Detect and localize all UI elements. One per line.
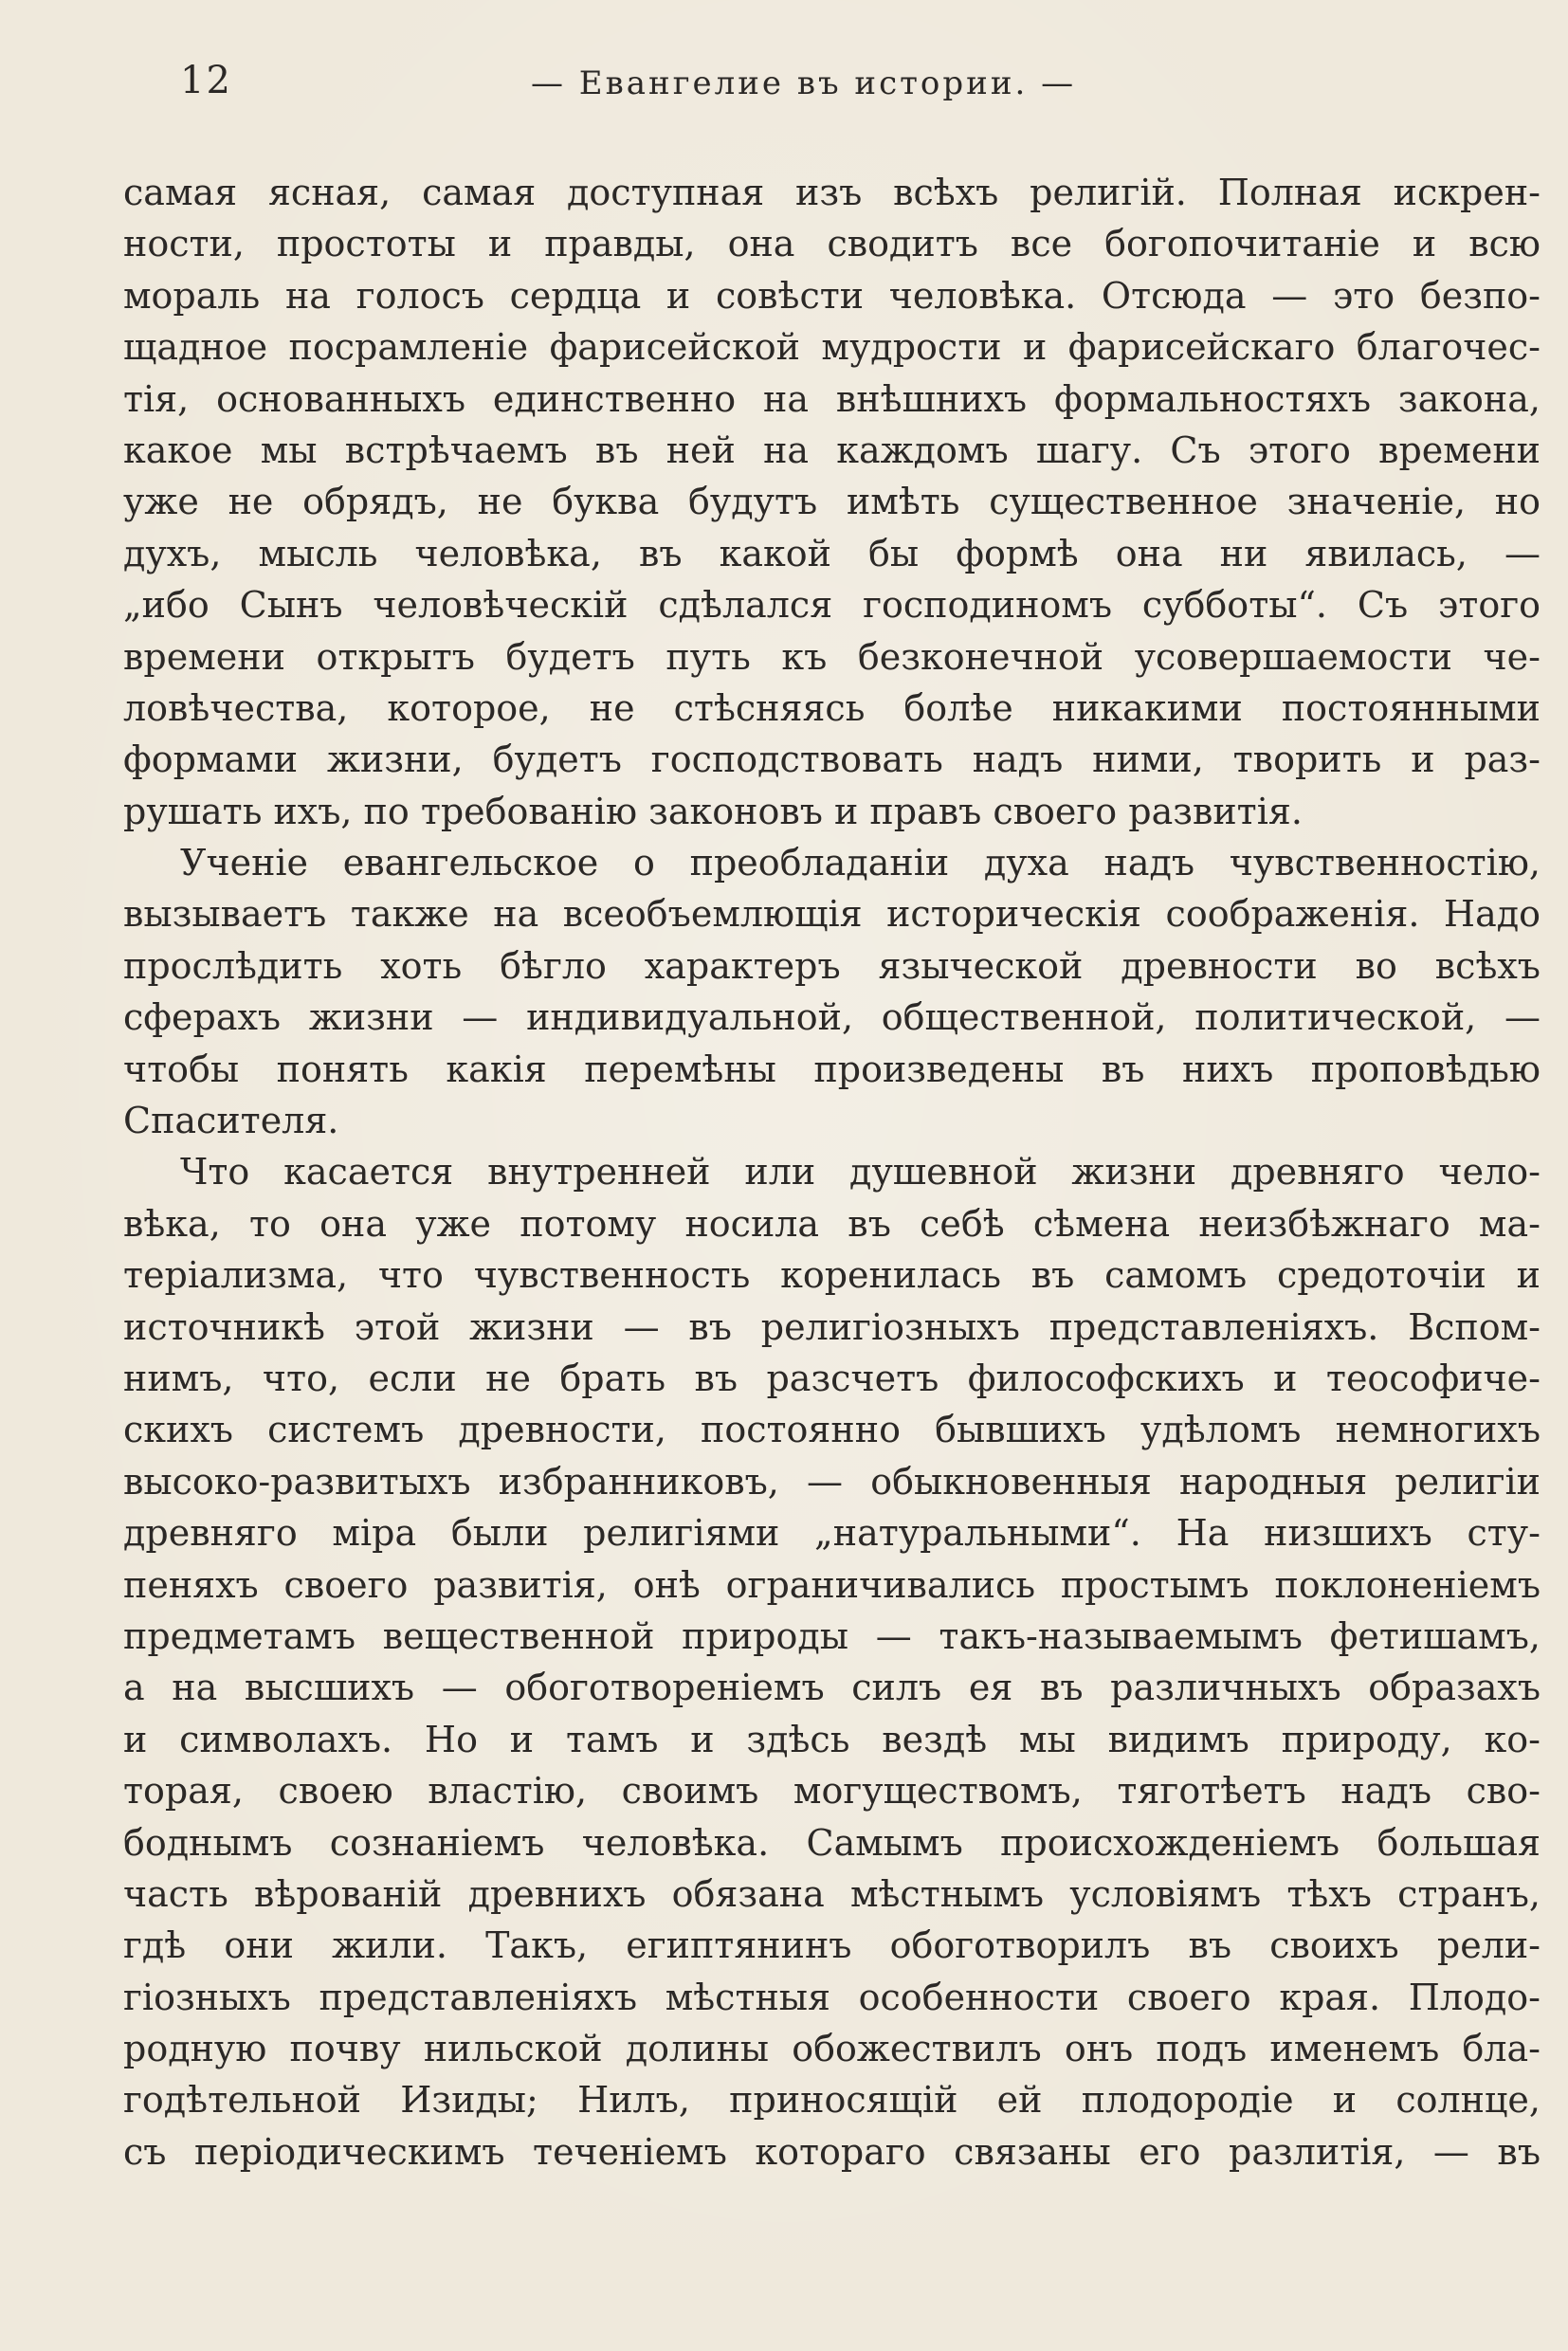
- text-line: „ибо Сынъ человѣческій сдѣлался господиномъ субботы“. Съ этого: [123, 584, 1541, 627]
- text-line: родную почву нильской долины обожествилъ онъ подъ именемъ бла-: [123, 2028, 1541, 2070]
- text-line: теріализма, что чувственность коренилась въ самомъ средоточіи и: [123, 1254, 1541, 1297]
- text-line: ловѣчества, которое, не стѣсняясь болѣе никакими постоянными: [123, 686, 1541, 729]
- text-line: торая, своею властію, своимъ могуществомъ, тяготѣетъ надъ сво-: [123, 1770, 1541, 1813]
- text-line: какое мы встрѣчаемъ въ ней на каждомъ шагу. Съ этого времени: [123, 428, 1541, 471]
- text-line: мораль на голосъ сердца и совѣсти человѣка. Отсюда — это безпо-: [123, 274, 1541, 317]
- text-line: гіозныхъ представленіяхъ мѣстныя особенности своего края. Плодо-: [123, 1976, 1541, 2018]
- text-line: и символахъ. Но и тамъ и здѣсь вездѣ мы видимъ природу, ко-: [123, 1718, 1541, 1760]
- text-line: боднымъ сознаніемъ человѣка. Самымъ происхожденіемъ большая: [123, 1821, 1541, 1864]
- text-line: годѣтельной Изиды; Нилъ, приносящій ей плодородіе и солнце,: [123, 2079, 1541, 2122]
- text-line: щадное посрамленіе фарисейской мудрости и фарисейскаго благочес-: [123, 326, 1541, 369]
- text-line: а на высшихъ — обоготвореніемъ силъ ея въ различныхъ образахъ: [123, 1667, 1541, 1709]
- text-line: самая ясная, самая доступная изъ всѣхъ религій. Полная искрен-: [123, 172, 1541, 213]
- text-line: гдѣ они жили. Такъ, египтянинъ обоготворилъ въ своихъ рели-: [123, 1924, 1541, 1967]
- text-line: времени открытъ будетъ путь къ безконечной усовершаемости че-: [123, 635, 1541, 678]
- running-title: — Евангелие въ истории. —: [531, 64, 1077, 102]
- text-line: Ученіе евангельское о преобладаніи духа надъ чувственностію,: [180, 842, 1541, 884]
- text-line: вѣка, то она уже потому носила въ себѣ сѣмена неизбѣжнаго ма-: [123, 1202, 1541, 1245]
- text-line: съ періодическимъ теченіемъ котораго связаны его разлитія, — въ: [123, 2130, 1541, 2173]
- text-line: часть вѣрованій древнихъ обязана мѣстнымъ условіямъ тѣхъ странъ,: [123, 1872, 1541, 1915]
- text-line: нимъ, что, если не брать въ разсчетъ философскихъ и теософиче-: [123, 1357, 1541, 1399]
- text-line: чтобы понять какія перемѣны произведены въ нихъ проповѣдью: [123, 1048, 1541, 1090]
- text-line: Что касается внутренней или душевной жизни древняго чело-: [180, 1151, 1541, 1194]
- text-line: Спасителя.: [123, 1100, 339, 1142]
- text-line: рушать ихъ, по требованію законовъ и правъ своего развитія.: [123, 790, 1303, 832]
- text-line: прослѣдить хоть бѣгло характеръ языческой древности во всѣхъ: [123, 944, 1541, 987]
- text-line: скихъ системъ древности, постоянно бывшихъ удѣломъ немногихъ: [123, 1409, 1541, 1451]
- text-line: высоко-развитыхъ избранниковъ, — обыкновенныя народныя религіи: [123, 1460, 1541, 1503]
- text-line: вызываетъ также на всеобъемлющія историческія соображенія. Надо: [123, 893, 1541, 936]
- body-text: [123, 167, 1541, 2178]
- text-line: пеняхъ своего развитія, онѣ ограничивались простымъ поклоненіемъ: [123, 1563, 1541, 1606]
- text-line: формами жизни, будетъ господствовать надъ ними, творить и раз-: [123, 738, 1541, 781]
- text-line: древняго міра были религіями „натуральными“. На низшихъ сту-: [123, 1512, 1541, 1555]
- page-number: 12: [180, 59, 232, 102]
- page-header: [180, 59, 1545, 116]
- text-line: уже не обрядъ, не буква будутъ имѣть существенное значеніе, но: [123, 481, 1541, 523]
- text-line: тія, основанныхъ единственно на внѣшнихъ формальностяхъ закона,: [123, 377, 1541, 420]
- text-line: ности, простоты и правды, она сводитъ все богопочитаніе и всю: [123, 223, 1541, 265]
- text-line: предметамъ вещественной природы — такъ-называемымъ фетишамъ,: [123, 1614, 1541, 1657]
- text-line: духъ, мысль человѣка, въ какой бы формѣ она ни явилась, —: [123, 532, 1541, 574]
- text-line: источникѣ этой жизни — въ религіозныхъ представленіяхъ. Вспом-: [123, 1305, 1541, 1348]
- text-line: сферахъ жизни — индивидуальной, общественной, политической, —: [123, 996, 1541, 1039]
